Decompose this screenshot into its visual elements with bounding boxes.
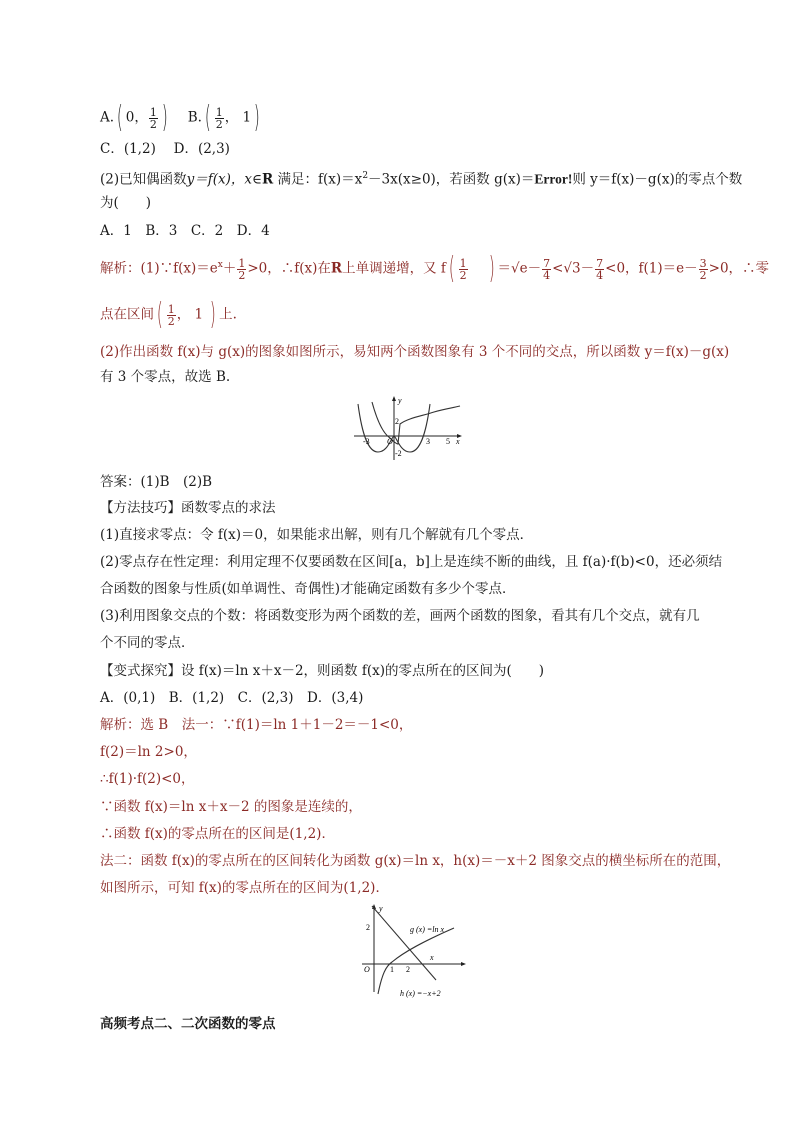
option-a-label: A. [100, 109, 115, 126]
q2-sup: 2 [362, 171, 369, 181]
fraction [149, 107, 158, 130]
answer: 答案：(1)B (2)B [100, 474, 213, 490]
frac-den: 2 [215, 117, 223, 131]
origin-label: O [364, 965, 370, 974]
y-label: y [379, 904, 383, 913]
fraction [167, 304, 176, 327]
fraction [595, 258, 604, 281]
frac-den: 2 [699, 268, 707, 282]
solution-line2: 点在区间( $\frac{1}{2}$ ， 1 ) 上. [100, 297, 237, 332]
frac-den: 2 [238, 268, 246, 282]
options-cd: C．(1,2) D．(2,3) [100, 141, 230, 157]
y-axis-arrow [392, 396, 396, 401]
frac-den: 2 [459, 268, 467, 282]
variant-sol-1: 解析：选 B 法一：∵f(1)＝ln 1＋1－2＝－1<0， [100, 717, 413, 733]
question2-line2: 为( ) [100, 195, 152, 211]
hx-line [372, 906, 436, 980]
q2-text: R [262, 171, 274, 188]
option-b-value: 1 [242, 109, 252, 126]
method-1: (1)直接求零点：令 f(x)＝0，如果能求出解，则有几个解就有几个零点． [100, 527, 534, 543]
frac-num: 3 [699, 256, 707, 270]
x-label: x [456, 437, 460, 446]
method-3b: 个不同的零点． [100, 635, 195, 651]
tick-neg2: -2 [395, 449, 402, 458]
frac-num: 7 [596, 256, 604, 270]
frac-num: 1 [459, 256, 467, 270]
sol-text: 上. [219, 306, 237, 323]
variant-sol-5: ∴函数 f(x)的零点所在的区间是(1,2)． [100, 826, 335, 842]
x-label: x [430, 953, 434, 962]
sol-text: 点在区间 [100, 306, 154, 323]
tick-y2: 2 [366, 923, 370, 932]
q2-text: 满足：f(x)＝x [273, 171, 363, 188]
frac-den: 4 [543, 268, 551, 282]
hx-label: h (x) =−x+2 [400, 989, 441, 998]
q2-text: 则 y＝f(x)－g(x)的零点个数 [572, 171, 743, 188]
q2-text: y＝f(x)，x∈ [186, 171, 263, 188]
method-3a: (3)利用图象交点的个数：将函数变形为两个函数的差，画两个函数的图象，看其有几个交点，就有几 [100, 608, 700, 624]
sol-text: ＋ [222, 260, 237, 277]
option-b-label: B. [187, 109, 202, 126]
frac-num: 1 [167, 302, 175, 316]
tick-2: 2 [395, 417, 399, 426]
sol-text: 解析：(1)∵f(x)＝e [100, 260, 218, 277]
sol-text: ＝√e－ [497, 260, 542, 277]
q2-text: (2)已知偶函数 [100, 171, 187, 188]
solution-line1: 解析：$(1)\because f(x)=e^x+$ $\frac{1}{2}$ >0，∴f(x)在R上单调递增，又 f( $\frac{1}{2}$ ) ＝√e－ $\frac{7}{4}$ <√3－ $\frac{7}{4}$ <0，f(1)＝e－ $\frac{3}{2}$ >0，∴零 [100, 251, 770, 286]
variant-sol-4: ∵函数 f(x)＝ln x＋x－2 的图象是连续的， [100, 799, 362, 815]
frac-num: 1 [149, 105, 157, 119]
tick-1: 1 [390, 965, 394, 974]
section-heading: 高频考点二、二次函数的零点 [100, 1016, 276, 1032]
variant-question: 【变式探究】设 f(x)＝ln x＋x－2，则函数 f(x)的零点所在的区间为( ) [100, 663, 545, 679]
variant-sol-7: 如图所示，可知 f(x)的零点所在的区间为(1,2)． [100, 880, 389, 896]
method-title: 【方法技巧】函数零点的求法 [100, 500, 276, 516]
variant-sol-3: ∴f(1)·f(2)<0， [100, 771, 195, 787]
sol-sup: x [217, 260, 223, 270]
sol-text: 上单调递增，又 f [342, 260, 446, 277]
tick-5: 5 [446, 437, 450, 446]
frac-den: 2 [167, 314, 175, 328]
fraction [699, 258, 708, 281]
sol-text: <0，f(1)＝e－ [605, 260, 698, 277]
gx-label: g (x) =ln x [410, 925, 445, 934]
sol-text: 1 [194, 306, 204, 323]
variant-options: A．(0,1) B．(1,2) C．(2,3) D．(3,4) [100, 690, 364, 706]
origin-label: O [387, 437, 393, 446]
variant-sol-6: 法二：函数 f(x)的零点所在的区间转化为函数 g(x)＝ln x，h(x)＝－x＋2 图象交点的横坐标所在的范围， [100, 853, 731, 869]
fraction [459, 258, 468, 281]
fraction [237, 258, 246, 281]
gx-curve [378, 928, 454, 994]
sol-text: >0，∴零 [708, 260, 770, 277]
tick-2: 2 [406, 965, 410, 974]
question2-options: A．1 B．3 C．2 D．4 [100, 223, 270, 239]
option-a-value: 0， [125, 109, 148, 126]
solution-line4: 有 3 个零点，故选 B. [100, 369, 231, 385]
graph-fx-gx [352, 394, 468, 464]
y-label: y [398, 396, 402, 405]
frac-num: 1 [215, 105, 223, 119]
frac-num: 7 [543, 256, 551, 270]
graph-gx-hx [360, 902, 470, 998]
question2-line1 [100, 167, 742, 189]
method-2b: 合函数的图象与性质(如单调性、奇偶性)才能确定函数有多少个零点． [100, 581, 516, 597]
solution-line3: (2)作出函数 f(x)与 g(x)的图象如图所示，易知两个函数图象有 3 个不同的交点，所以函数 y＝f(x)－g(x) [100, 344, 730, 360]
frac-den: 2 [149, 117, 157, 131]
frac-num: 1 [238, 256, 246, 270]
variant-sol-2: f(2)＝ln 2>0， [100, 744, 197, 760]
sol-text: >0，∴f(x)在 [247, 260, 331, 277]
tick-neg3: -3 [363, 437, 370, 446]
sol-text: R [330, 260, 343, 277]
tick-3: 3 [426, 437, 430, 446]
frac-den: 4 [596, 268, 604, 282]
sol-text: <√3－ [552, 260, 595, 277]
q2-text: －3x(x≥0)，若函数 g(x)＝ [368, 171, 535, 188]
fraction [215, 107, 224, 130]
method-2a: (2)零点存在性定理：利用定理不仅要函数在区间[a，b]上是连续不断的曲线，且 f(a)·f(b)<0，还必须结 [100, 554, 723, 570]
q2-error: Error! [534, 171, 573, 187]
fraction [542, 258, 551, 281]
x-axis-arrow [461, 962, 466, 966]
options-ab: A.( 0， $\frac{1}{2}$ ) B.( $\frac{1}{2}$ ， 1) [100, 100, 260, 135]
